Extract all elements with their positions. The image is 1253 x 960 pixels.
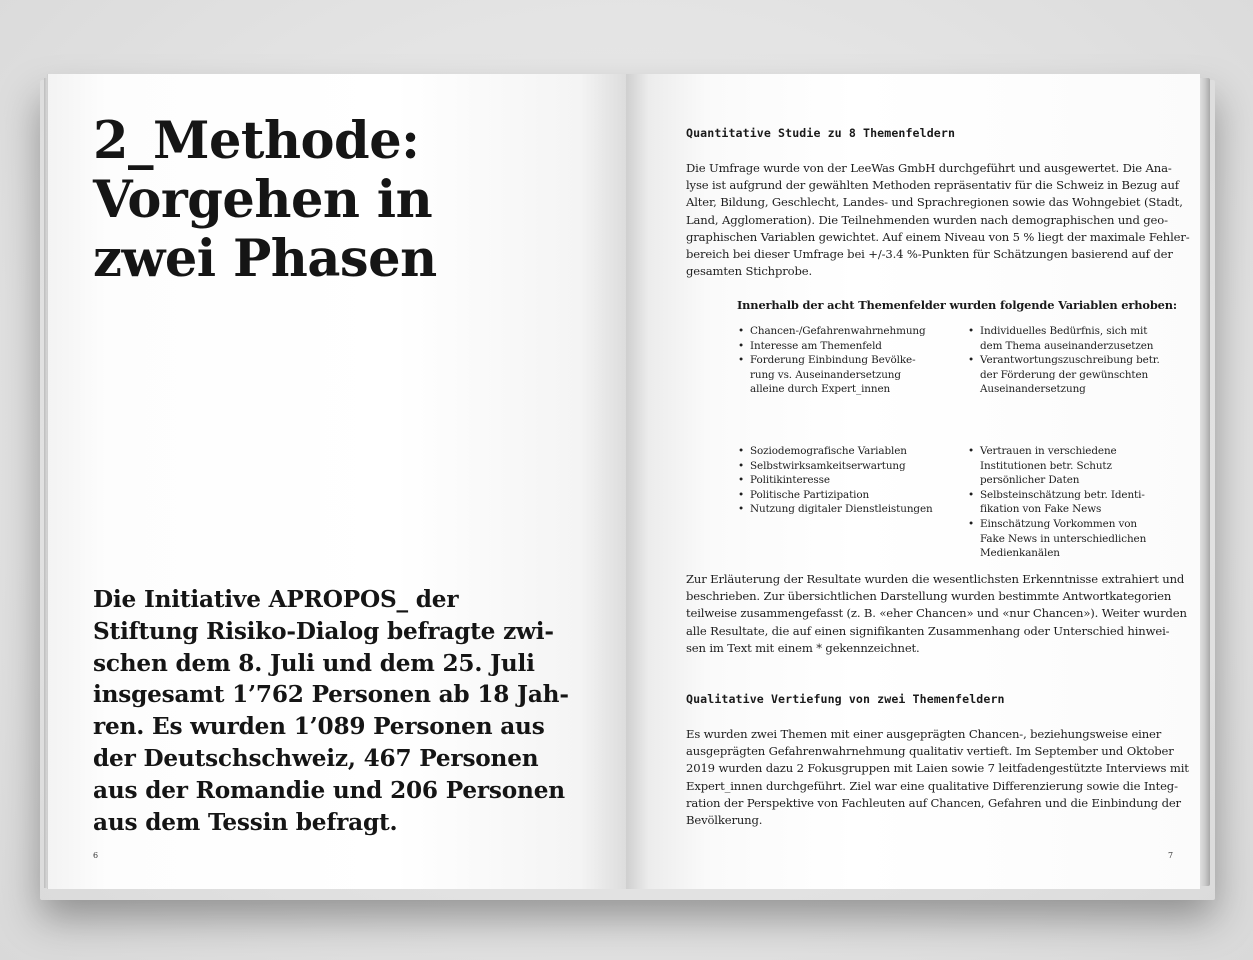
chapter-title-line: zwei Phasen: [93, 229, 437, 289]
paragraph-line: Die Umfrage wurde von der LeeWas GmbH durchgeführt und ausgewertet. Die Ana-: [686, 161, 1172, 175]
list-item: [737, 473, 933, 488]
section-heading-qualitative: Qualitative Vertiefung von zwei Themenfeldern: [686, 692, 1005, 706]
list-item-line: • Vertrauen in verschiedene: [980, 445, 1117, 457]
chapter-title-line: 2_Methode:: [93, 111, 420, 171]
list-item-line: • Einschätzung Vorkommen von: [980, 517, 1138, 530]
list-item-line: dem Thema auseinanderzusetzen: [980, 339, 1154, 352]
paragraph-survey-method: [686, 160, 1190, 280]
paragraph-line: sen im Text mit einem * gekennzeichnet.: [686, 640, 920, 655]
list-item: [967, 324, 1160, 353]
list-item: [967, 353, 1160, 397]
list-item-line: Medienkanälen: [980, 547, 1060, 560]
list-item-line: Fake News in unterschiedlichen: [980, 532, 1147, 545]
paragraph-line: Expert_innen durchgeführt. Ziel war eine qualitative Differenzierung sowie die Integ-: [686, 778, 1178, 793]
list-item: [967, 517, 1146, 561]
lead-paragraph: [93, 584, 583, 838]
list-item-line: alleine durch Expert_innen: [750, 383, 891, 396]
paragraph-line: Es wurden zwei Themen mit einer ausgeprägten Chancen-, beziehungsweise einer: [686, 727, 1162, 741]
chapter-title-line: Vorgehen in: [93, 170, 433, 230]
list-item-line: • Politische Partizipation: [750, 488, 870, 501]
list-item-line: • Chancen-/Gefahrenwahrnehmung: [750, 325, 926, 337]
list-item-line: • Nutzung digitaler Dienstleistungen: [750, 503, 933, 516]
paragraph-line: alle Resultate, die auf einen signifikanten Zusammenhang oder Unterschied hinwei-: [686, 623, 1170, 638]
paragraph-line: ausgeprägten Gefahrenwahrnehmung qualitativ vertieft. Im September und Oktober: [686, 744, 1174, 759]
list-item-line: • Selbsteinschätzung betr. Identi-: [980, 488, 1145, 501]
section-heading-quantitative: Quantitative Studie zu 8 Themenfeldern: [686, 126, 956, 140]
list-item-line: • Individuelles Bedürfnis, sich mit: [980, 325, 1148, 337]
list-item-line: Auseinandersetzung: [980, 383, 1086, 396]
lead-line: aus der Romandie und 206 Personen: [93, 776, 565, 804]
list-item-line: der Förderung der gewünschten: [980, 368, 1149, 381]
variables-list-b: [967, 324, 1160, 397]
lead-line: schen dem 8. Juli und dem 25. Juli: [93, 649, 535, 677]
list-item: [967, 444, 1146, 488]
lead-line: Die Initiative APROPOS_ der: [93, 586, 459, 613]
paragraph-line: 2019 wurden dazu 2 Fokusgruppen mit Laien sowie 7 leitfadengestützte Interviews mit: [686, 761, 1189, 776]
paragraph-line: Bevölkerung.: [686, 813, 763, 828]
variables-list-a: [737, 324, 926, 397]
lead-line: Stiftung Risiko-Dialog befragte zwi-: [93, 617, 554, 645]
left-page: [47, 74, 627, 889]
page-number-right: 7: [1168, 851, 1174, 860]
lead-line: aus dem Tessin befragt.: [93, 808, 398, 836]
paragraph-line: beschrieben. Zur übersichtlichen Darstellung wurden bestimmte Antwortkategorien: [686, 589, 1172, 604]
paragraph-line: Zur Erläuterung der Resultate wurden die wesentlichsten Erkenntnisse extrahiert und: [686, 572, 1185, 586]
paragraph-line: gesamten Stichprobe.: [686, 264, 812, 279]
list-item: [737, 353, 926, 397]
list-item: [737, 488, 933, 503]
list-item: [737, 324, 926, 339]
page-number-left: 6: [93, 851, 99, 860]
paragraph-qualitative: [686, 726, 1189, 829]
list-item-line: • Selbstwirksamkeitserwartung: [750, 459, 906, 472]
list-item-line: • Verantwortungszuschreibung betr.: [980, 354, 1160, 367]
list-item-line: • Forderung Einbindung Bevölke-: [750, 354, 916, 367]
list-item: [737, 502, 933, 517]
chapter-title: [93, 112, 563, 289]
list-item-line: fikation von Fake News: [980, 503, 1102, 516]
variables-list-c: [737, 444, 933, 517]
paragraph-line: ration der Perspektive von Fachleuten auf Chancen, Gefahren und die Einbindung der: [686, 795, 1181, 810]
lead-line: der Deutschschweiz, 467 Personen: [93, 744, 539, 772]
lead-line: insgesamt 1’762 Personen ab 18 Jah-: [93, 681, 569, 709]
paragraph-line: graphischen Variablen gewichtet. Auf einem Niveau von 5 % liegt der maximale Fehler-: [686, 229, 1190, 244]
paragraph-results: [686, 571, 1187, 657]
list-item-line: • Soziodemografische Variablen: [750, 445, 907, 457]
list-item-line: Institutionen betr. Schutz: [980, 459, 1112, 472]
variables-title: Innerhalb der acht Themenfelder wurden folgende Variablen erhoben:: [737, 298, 1177, 312]
list-item: [737, 339, 926, 354]
paragraph-line: lyse ist aufgrund der gewählten Methoden repräsentativ für die Schweiz in Bezug auf: [686, 178, 1179, 193]
list-item-line: • Interesse am Themenfeld: [750, 339, 882, 352]
list-item: [737, 459, 933, 474]
paragraph-line: bereich bei dieser Umfrage bei +/-3.4 %-Punkten für Schätzungen basierend auf der: [686, 247, 1173, 262]
list-item: [967, 488, 1146, 517]
right-page: [626, 74, 1200, 889]
paragraph-line: teilweise zusammengefasst (z. B. «eher Chancen» und «nur Chancen»). Weiter wurden: [686, 606, 1187, 621]
list-item-line: persönlicher Daten: [980, 474, 1080, 487]
list-item: [737, 444, 933, 459]
lead-line: ren. Es wurden 1’089 Personen aus: [93, 713, 545, 741]
list-item-line: • Politikinteresse: [750, 474, 830, 487]
paragraph-line: Alter, Bildung, Geschlecht, Landes- und Sprachregionen sowie das Wohngebiet (Stadt,: [686, 195, 1183, 210]
paragraph-line: Land, Agglomeration). Die Teilnehmenden wurden nach demographischen und geo-: [686, 212, 1168, 227]
variables-list-d: [967, 444, 1146, 561]
list-item-line: rung vs. Auseinandersetzung: [750, 368, 901, 381]
